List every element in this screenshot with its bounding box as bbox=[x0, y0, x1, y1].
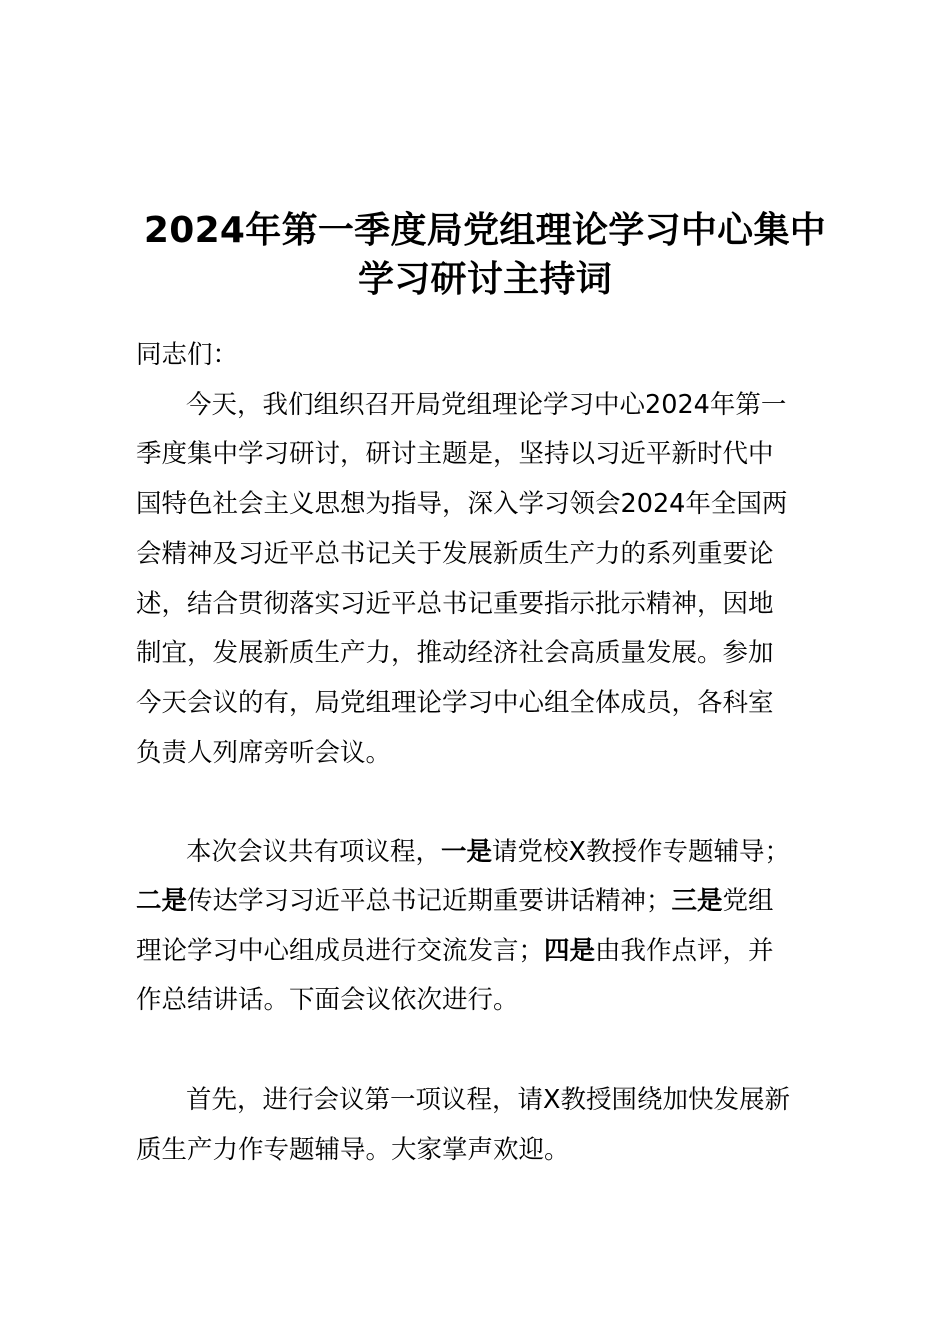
para1-line: 今天会议的有，局党组理论学习中心组全体成员，各科室 bbox=[136, 688, 774, 718]
para2-line bbox=[136, 886, 774, 916]
para2-text: 党组 bbox=[722, 886, 774, 916]
document-title-line-1: 2024年第一季度局党组理论学习中心集中 bbox=[143, 210, 827, 251]
para2-text: 传达学习习近平总书记近期重要讲话精神； bbox=[187, 886, 672, 916]
para1-line: 国特色社会主义思想为指导，深入学习领会2024年全国两 bbox=[136, 489, 788, 519]
para3-line: 首先，进行会议第一项议程，请X教授围绕加快发展新 bbox=[186, 1085, 790, 1115]
salutation: 同志们： bbox=[136, 340, 239, 370]
para1-line: 季度集中学习研讨，研讨主题是，坚持以习近平新时代中 bbox=[136, 439, 774, 469]
para2-line: 作总结讲话。下面会议依次进行。 bbox=[136, 985, 519, 1015]
para2-text: 由我作点评，并 bbox=[595, 936, 774, 966]
para2-line bbox=[186, 837, 791, 867]
para1-line: 述，结合贯彻落实习近平总书记重要指示批示精神，因地 bbox=[136, 589, 774, 619]
para2-text: 请党校X教授作专题辅导； bbox=[492, 837, 791, 867]
para2-bold-label: 二是 bbox=[136, 886, 188, 916]
para2-bold-label: 三是 bbox=[671, 886, 723, 916]
para2-text: 本次会议共有项议程， bbox=[186, 837, 442, 867]
para1-line: 会精神及习近平总书记关于发展新质生产力的系列重要论 bbox=[136, 539, 774, 569]
para1-line: 制宜，发展新质生产力，推动经济社会高质量发展。参加 bbox=[136, 638, 774, 668]
para2-text: 理论学习中心组成员进行交流发言； bbox=[136, 936, 545, 966]
para2-line bbox=[136, 936, 774, 966]
para3-line: 质生产力作专题辅导。大家掌声欢迎。 bbox=[136, 1135, 570, 1165]
para2-bold-label: 四是 bbox=[544, 936, 596, 966]
para2-bold-label: 一是 bbox=[441, 837, 493, 867]
document-title-line-2: 学习研讨主持词 bbox=[357, 259, 613, 300]
para1-line: 负责人列席旁听会议。 bbox=[136, 738, 392, 768]
para1-line: 今天，我们组织召开局党组理论学习中心2024年第一 bbox=[186, 390, 787, 420]
